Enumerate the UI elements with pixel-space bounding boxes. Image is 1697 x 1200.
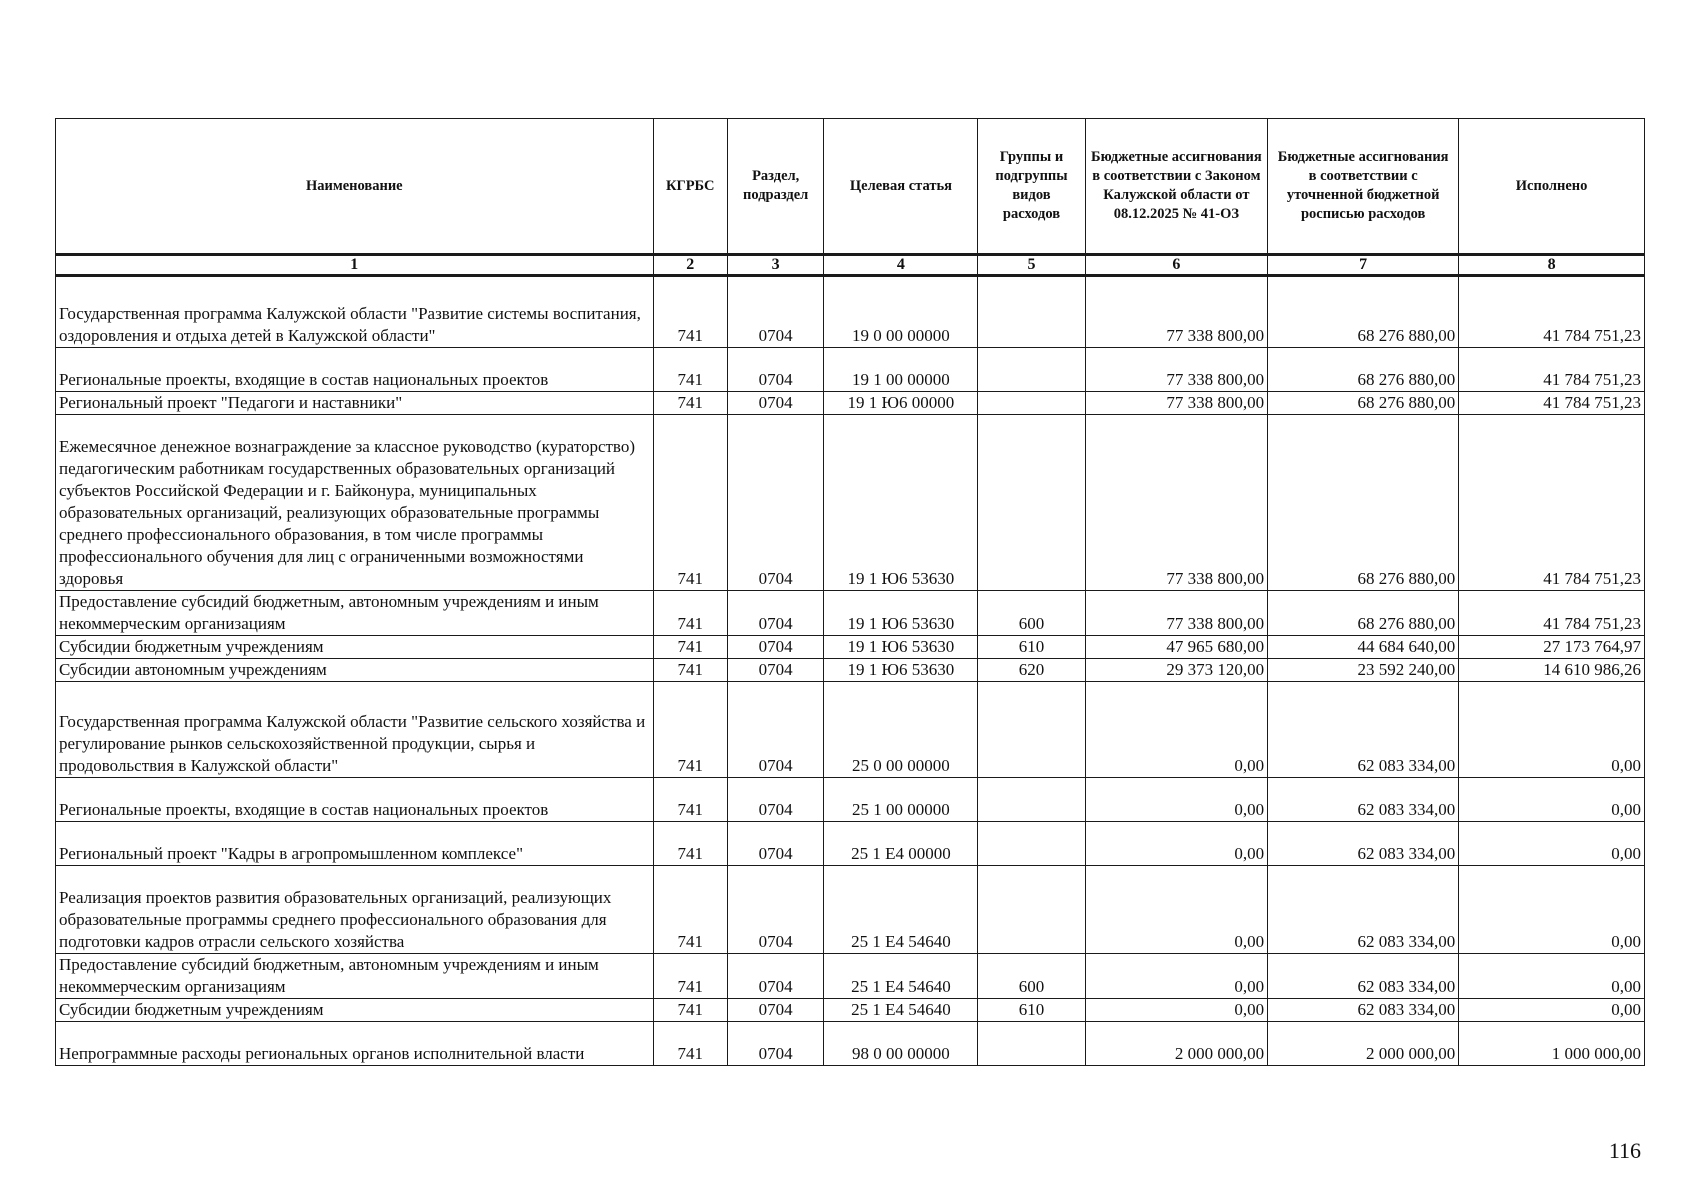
column-number: 5 xyxy=(978,255,1085,276)
row-law-allocation: 0,00 xyxy=(1085,999,1268,1022)
table-row xyxy=(56,591,1645,636)
row-target-item: 25 1 Е4 00000 xyxy=(824,822,978,866)
row-executed: 0,00 xyxy=(1459,954,1645,999)
row-executed: 41 784 751,23 xyxy=(1459,415,1645,591)
row-adjusted-allocation: 62 083 334,00 xyxy=(1268,822,1459,866)
row-adjusted-allocation: 62 083 334,00 xyxy=(1268,682,1459,778)
row-name: Реализация проектов развития образовательных организаций, реализующих образовательные программы среднего профессионального образования для подготовки кадров отрасли сельского хозяйства xyxy=(56,866,654,954)
row-section: 0704 xyxy=(727,866,824,954)
row-expense-type xyxy=(978,415,1085,591)
row-expense-type xyxy=(978,778,1085,822)
budget-table xyxy=(55,118,1645,1066)
row-target-item: 25 1 00 00000 xyxy=(824,778,978,822)
table-row xyxy=(56,415,1645,591)
table-row xyxy=(56,636,1645,659)
table-row xyxy=(56,682,1645,778)
row-name: Региональный проект "Кадры в агропромышленном комплексе" xyxy=(56,822,654,866)
row-expense-type: 600 xyxy=(978,591,1085,636)
row-name: Региональные проекты, входящие в состав национальных проектов xyxy=(56,348,654,392)
row-law-allocation: 77 338 800,00 xyxy=(1085,276,1268,348)
row-section: 0704 xyxy=(727,276,824,348)
header-section: Раздел, подраздел xyxy=(727,119,824,255)
header-expense-type: Группы и подгруппы видов расходов xyxy=(978,119,1085,255)
row-kgrbs: 741 xyxy=(653,866,727,954)
row-name: Непрограммные расходы региональных органов исполнительной власти xyxy=(56,1022,654,1066)
row-kgrbs: 741 xyxy=(653,348,727,392)
row-law-allocation: 0,00 xyxy=(1085,778,1268,822)
row-target-item: 19 1 00 00000 xyxy=(824,348,978,392)
row-law-allocation: 77 338 800,00 xyxy=(1085,591,1268,636)
row-law-allocation: 0,00 xyxy=(1085,822,1268,866)
column-number-row xyxy=(56,255,1645,276)
row-name: Региональный проект "Педагоги и наставники" xyxy=(56,392,654,415)
row-expense-type xyxy=(978,276,1085,348)
row-executed: 41 784 751,23 xyxy=(1459,591,1645,636)
row-name: Государственная программа Калужской области "Развитие сельского хозяйства и регулирование рынков сельскохозяйственной продукции, сырья и продовольствия в Калужской области" xyxy=(56,682,654,778)
row-kgrbs: 741 xyxy=(653,822,727,866)
table-row xyxy=(56,276,1645,348)
row-adjusted-allocation: 68 276 880,00 xyxy=(1268,591,1459,636)
row-section: 0704 xyxy=(727,778,824,822)
row-executed: 0,00 xyxy=(1459,682,1645,778)
row-executed: 14 610 986,26 xyxy=(1459,659,1645,682)
row-target-item: 25 1 Е4 54640 xyxy=(824,954,978,999)
row-expense-type: 610 xyxy=(978,999,1085,1022)
row-adjusted-allocation: 2 000 000,00 xyxy=(1268,1022,1459,1066)
header-kgrbs: КГРБС xyxy=(653,119,727,255)
row-kgrbs: 741 xyxy=(653,415,727,591)
row-law-allocation: 0,00 xyxy=(1085,954,1268,999)
row-kgrbs: 741 xyxy=(653,999,727,1022)
header-executed: Исполнено xyxy=(1459,119,1645,255)
column-number: 1 xyxy=(56,255,654,276)
row-target-item: 25 1 Е4 54640 xyxy=(824,866,978,954)
column-number: 7 xyxy=(1268,255,1459,276)
row-adjusted-allocation: 68 276 880,00 xyxy=(1268,276,1459,348)
row-target-item: 25 0 00 00000 xyxy=(824,682,978,778)
row-executed: 41 784 751,23 xyxy=(1459,392,1645,415)
table-row xyxy=(56,866,1645,954)
row-kgrbs: 741 xyxy=(653,1022,727,1066)
row-law-allocation: 2 000 000,00 xyxy=(1085,1022,1268,1066)
row-section: 0704 xyxy=(727,682,824,778)
row-expense-type xyxy=(978,392,1085,415)
table-row xyxy=(56,348,1645,392)
row-section: 0704 xyxy=(727,999,824,1022)
row-executed: 1 000 000,00 xyxy=(1459,1022,1645,1066)
row-executed: 41 784 751,23 xyxy=(1459,348,1645,392)
row-expense-type: 600 xyxy=(978,954,1085,999)
row-target-item: 19 1 Ю6 53630 xyxy=(824,415,978,591)
header-row xyxy=(56,119,1645,255)
row-executed: 0,00 xyxy=(1459,822,1645,866)
row-expense-type xyxy=(978,682,1085,778)
row-executed: 0,00 xyxy=(1459,778,1645,822)
table-row xyxy=(56,392,1645,415)
row-expense-type xyxy=(978,348,1085,392)
row-law-allocation: 0,00 xyxy=(1085,682,1268,778)
table-row xyxy=(56,999,1645,1022)
row-target-item: 19 1 Ю6 53630 xyxy=(824,636,978,659)
column-number: 3 xyxy=(727,255,824,276)
row-expense-type: 610 xyxy=(978,636,1085,659)
row-section: 0704 xyxy=(727,415,824,591)
row-adjusted-allocation: 62 083 334,00 xyxy=(1268,866,1459,954)
row-expense-type xyxy=(978,866,1085,954)
column-number: 4 xyxy=(824,255,978,276)
row-kgrbs: 741 xyxy=(653,659,727,682)
row-name: Субсидии бюджетным учреждениям xyxy=(56,636,654,659)
row-name: Региональные проекты, входящие в состав национальных проектов xyxy=(56,778,654,822)
row-law-allocation: 77 338 800,00 xyxy=(1085,415,1268,591)
header-law-allocation: Бюджетные ассигнования в соответствии с Законом Калужской области от 08.12.2025 № 41-ОЗ xyxy=(1085,119,1268,255)
row-expense-type xyxy=(978,822,1085,866)
row-section: 0704 xyxy=(727,348,824,392)
row-law-allocation: 47 965 680,00 xyxy=(1085,636,1268,659)
row-kgrbs: 741 xyxy=(653,954,727,999)
row-kgrbs: 741 xyxy=(653,392,727,415)
row-kgrbs: 741 xyxy=(653,636,727,659)
row-kgrbs: 741 xyxy=(653,682,727,778)
row-executed: 0,00 xyxy=(1459,866,1645,954)
row-name: Субсидии бюджетным учреждениям xyxy=(56,999,654,1022)
row-executed: 0,00 xyxy=(1459,999,1645,1022)
row-law-allocation: 29 373 120,00 xyxy=(1085,659,1268,682)
row-adjusted-allocation: 62 083 334,00 xyxy=(1268,999,1459,1022)
table-row xyxy=(56,1022,1645,1066)
row-target-item: 19 1 Ю6 53630 xyxy=(824,659,978,682)
row-adjusted-allocation: 68 276 880,00 xyxy=(1268,392,1459,415)
column-number: 8 xyxy=(1459,255,1645,276)
row-section: 0704 xyxy=(727,822,824,866)
row-section: 0704 xyxy=(727,1022,824,1066)
row-adjusted-allocation: 68 276 880,00 xyxy=(1268,348,1459,392)
row-name: Предоставление субсидий бюджетным, автономным учреждениям и иным некоммерческим организациям xyxy=(56,954,654,999)
row-target-item: 25 1 Е4 54640 xyxy=(824,999,978,1022)
table-row xyxy=(56,659,1645,682)
table-row xyxy=(56,822,1645,866)
column-number: 6 xyxy=(1085,255,1268,276)
row-expense-type xyxy=(978,1022,1085,1066)
row-section: 0704 xyxy=(727,636,824,659)
row-target-item: 19 0 00 00000 xyxy=(824,276,978,348)
row-target-item: 98 0 00 00000 xyxy=(824,1022,978,1066)
row-executed: 27 173 764,97 xyxy=(1459,636,1645,659)
page-number: 116 xyxy=(1608,1138,1641,1163)
row-kgrbs: 741 xyxy=(653,276,727,348)
column-number: 2 xyxy=(653,255,727,276)
header-adjusted-allocation: Бюджетные ассигнования в соответствии с уточненной бюджетной росписью расходов xyxy=(1268,119,1459,255)
row-section: 0704 xyxy=(727,392,824,415)
row-section: 0704 xyxy=(727,954,824,999)
row-adjusted-allocation: 23 592 240,00 xyxy=(1268,659,1459,682)
row-adjusted-allocation: 68 276 880,00 xyxy=(1268,415,1459,591)
row-section: 0704 xyxy=(727,659,824,682)
header-name: Наименование xyxy=(56,119,654,255)
table-row xyxy=(56,954,1645,999)
row-executed: 41 784 751,23 xyxy=(1459,276,1645,348)
row-expense-type: 620 xyxy=(978,659,1085,682)
row-kgrbs: 741 xyxy=(653,778,727,822)
table-row xyxy=(56,778,1645,822)
row-target-item: 19 1 Ю6 00000 xyxy=(824,392,978,415)
row-name: Предоставление субсидий бюджетным, автономным учреждениям и иным некоммерческим организациям xyxy=(56,591,654,636)
row-adjusted-allocation: 62 083 334,00 xyxy=(1268,954,1459,999)
row-adjusted-allocation: 44 684 640,00 xyxy=(1268,636,1459,659)
row-law-allocation: 77 338 800,00 xyxy=(1085,392,1268,415)
row-name: Государственная программа Калужской области "Развитие системы воспитания, оздоровления и отдыха детей в Калужской области" xyxy=(56,276,654,348)
header-target-item: Целевая статья xyxy=(824,119,978,255)
row-adjusted-allocation: 62 083 334,00 xyxy=(1268,778,1459,822)
row-name: Субсидии автономным учреждениям xyxy=(56,659,654,682)
table-body xyxy=(56,276,1645,1066)
row-target-item: 19 1 Ю6 53630 xyxy=(824,591,978,636)
row-law-allocation: 77 338 800,00 xyxy=(1085,348,1268,392)
row-name: Ежемесячное денежное вознаграждение за классное руководство (кураторство) педагогическим работникам государственных образовательных организаций субъектов Российской Федерации и г. Байконура, муниципальных образовательных организаций, реализующих образовательные программы среднего профессионального образования, в том числе программы профессионального обучения для лиц с ограниченными возможностями здоровья xyxy=(56,415,654,591)
row-section: 0704 xyxy=(727,591,824,636)
row-law-allocation: 0,00 xyxy=(1085,866,1268,954)
row-kgrbs: 741 xyxy=(653,591,727,636)
